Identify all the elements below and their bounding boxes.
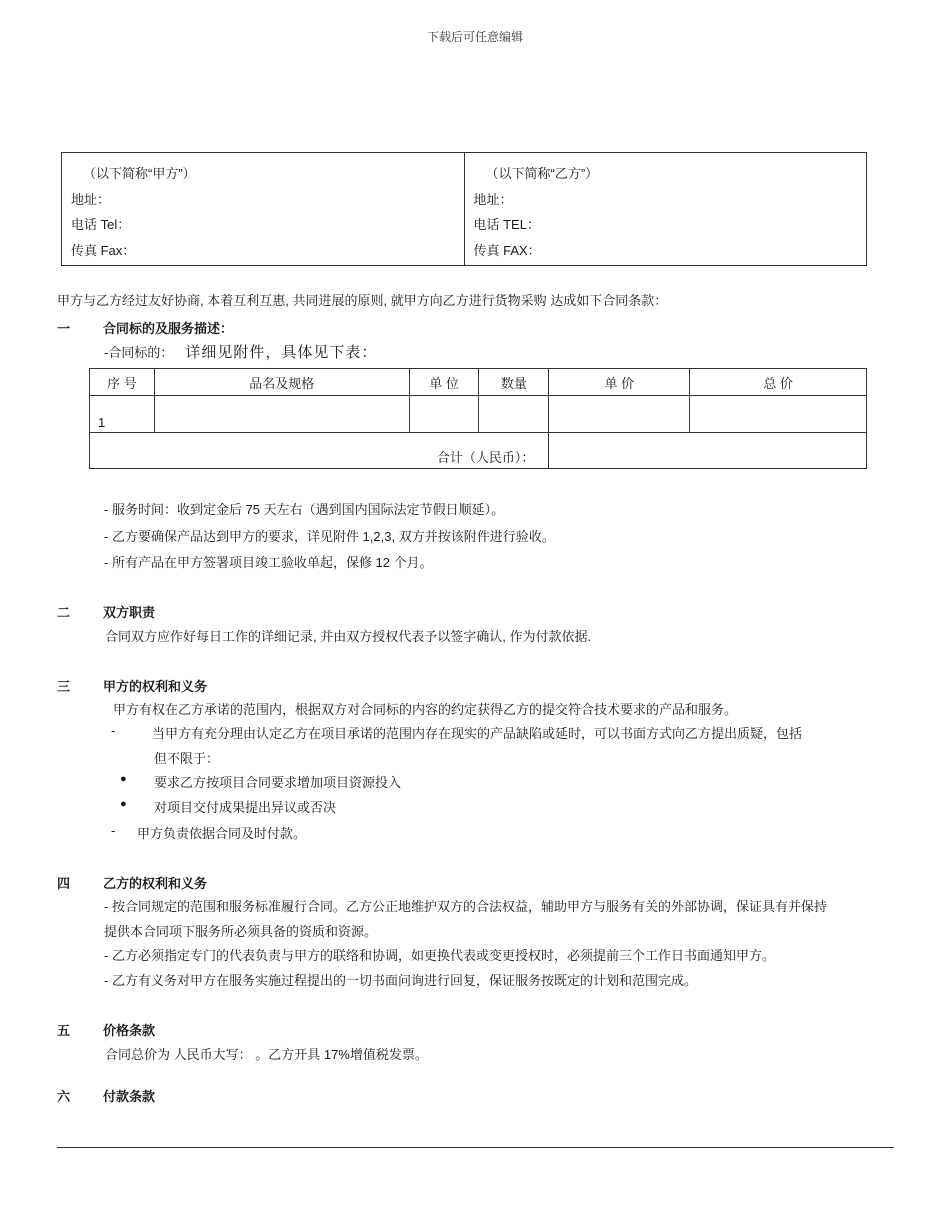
acceptance-line: - 乙方要确保产品达到甲方的要求，详见附件 1,2,3, 双方并按该附件进行验收。 [104,529,555,544]
section-3-text-1: 甲方有权在乙方承诺的范围内，根据双方对合同标的内容的约定获得乙方的提交符合技术要求的产品和服务。 [113,702,738,717]
row-cell-qty [479,396,549,433]
contract-subject-line [104,341,377,362]
header-cell-unit: 单 位 [409,369,479,396]
section-3-dash-2: - [111,823,116,838]
header-cell-name: 品名及规格 [154,369,409,396]
party-b-address: 地址： [473,191,513,207]
section-4-number: 四 [57,876,71,891]
list-item: 要求乙方按项目合同要求增加项目资源投入 [154,775,402,790]
list-item: 对项目交付成果提出异议或否决 [154,800,337,815]
section-6-number: 六 [57,1089,71,1104]
party-b-alias: （以下简称“乙方”） [485,166,599,181]
total-value [549,433,867,469]
section-4-title: 乙方的权利和义务 [103,876,208,891]
row-cell-unit [409,396,479,433]
row-cell-name [154,396,409,433]
footer-divider [57,1147,894,1148]
section-3-text-2a: 当甲方有充分理由认定乙方在项目承诺的范围内存在现实的产品缺陷或延时，可以书面方式向乙方提出质疑，包括 [152,726,803,741]
row-cell-seq: 1 [90,396,155,433]
row-cell-unit-price [549,396,690,433]
party-a-info [62,153,464,265]
section-6-title: 付款条款 [103,1089,156,1104]
contract-intro: 甲方与乙方经过友好协商, 本着互利互惠, 共同进展的原则, 就甲方向乙方进行货物采购 达成如下合同条款： [57,293,668,308]
goods-table-header-row [90,369,867,396]
warranty-line: - 所有产品在甲方签署项目竣工验收单起，保修 12 个月。 [104,555,433,570]
section-3-text-2b: 但不限于： [154,751,220,766]
section-5-title: 价格条款 [103,1023,156,1038]
subject-prefix: -合同标的： [104,345,174,360]
section-5-text: 合同总价为 人民币大写： 。乙方开具 17%增值税发票。 [105,1047,428,1062]
subject-text: 详细见附件，具体见下表： [185,343,378,361]
goods-table [89,368,867,469]
section-4-line-3: - 乙方有义务对甲方在服务实施过程提出的一切书面问询进行回复，保证服务按既定的计划和范围完成。 [104,973,697,988]
header-cell-qty: 数量 [479,369,549,396]
section-3-title: 甲方的权利和义务 [103,679,208,694]
total-label: 合计（人民币）： [90,433,549,469]
party-a-tel: 电话 Tel： [71,217,131,232]
service-time-line: - 服务时间：收到定金后 75 天左右（遇到国内国际法定节假日顺延）。 [104,502,505,517]
party-a-alias: （以下简称“甲方”） [83,166,196,181]
section-2-text: 合同双方应作好每日工作的详细记录, 并由双方授权代表予以签字确认, 作为付款依据. [105,629,592,644]
row-cell-total-price [690,396,867,433]
bullet-icon: ● [120,798,127,810]
table-row [90,396,867,433]
party-b-fax: 传真 FAX： [473,242,541,258]
section-3-dash-1: - [111,723,116,738]
header-cell-seq: 序 号 [90,369,155,396]
party-b-info [464,153,867,265]
party-a-fax: 传真 Fax： [71,242,136,258]
section-1-number: 一 [57,321,71,336]
section-4-line-1b: 提供本合同项下服务所必须具备的资质和资源。 [104,924,378,939]
header-cell-total-price: 总 价 [690,369,867,396]
section-5-number: 五 [57,1023,71,1038]
section-4-line-2: - 乙方必须指定专门的代表负责与甲方的联络和协调，如更换代表或变更授权时，必须提前三个工作日书面通知甲方。 [104,948,775,963]
section-4-line-1a: - 按合同规定的范围和服务标准履行合同。乙方公正地维护双方的合法权益，辅助甲方与服务有关的外部协调，保证具有并保持 [104,899,827,914]
party-info-table [61,152,867,266]
party-b-tel: 电话 TEL： [473,217,540,232]
section-1-title: 合同标的及服务描述： [103,321,234,336]
bullet-icon: ● [120,773,127,785]
header-cell-unit-price: 单 价 [549,369,690,396]
section-3-number: 三 [57,679,71,694]
goods-table-total-row [90,433,867,469]
page-header-note: 下载后可任意编辑 [426,30,523,44]
section-2-title: 双方职责 [103,605,156,620]
section-3-text-3: 甲方负责依据合同及时付款。 [137,826,307,841]
section-2-number: 二 [57,605,71,620]
party-a-address: 地址： [71,191,111,207]
